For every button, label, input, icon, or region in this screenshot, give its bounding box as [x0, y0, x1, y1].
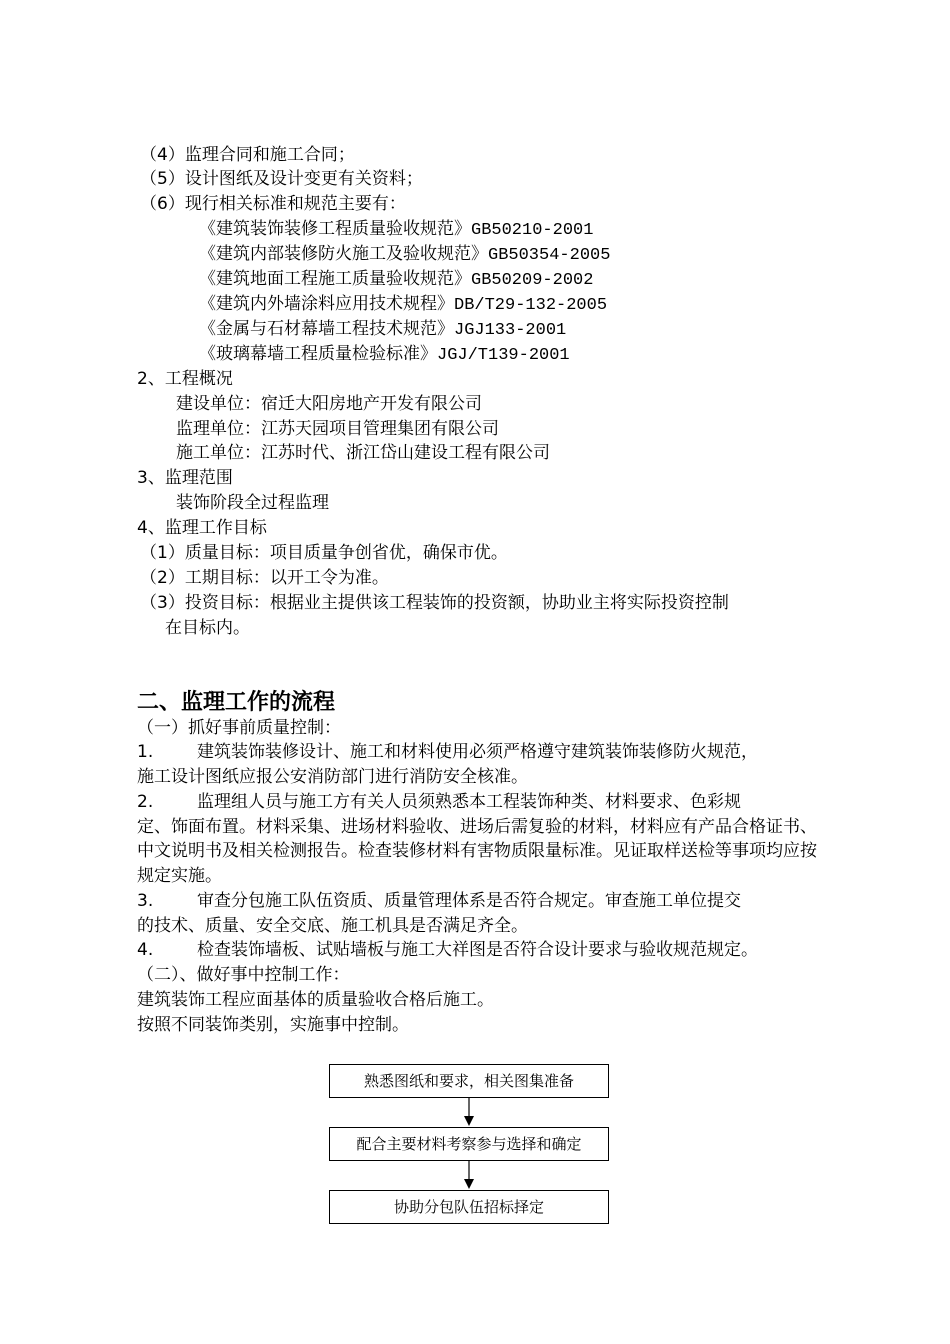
quality-goal: （1）质量目标：项目质量争创省优，确保市优。 — [140, 543, 508, 563]
scope-title: 3、监理范围 — [137, 468, 233, 488]
section-heading: 二、监理工作的流程 — [137, 690, 336, 715]
overview-title: 2、工程概况 — [137, 369, 233, 389]
point-text-cont: 施工设计图纸应报公安消防部门进行消防安全核准。 — [137, 766, 528, 787]
point-text: 建筑装饰装修设计、施工和材料使用必须严格遵守建筑装饰装修防火规范， — [197, 742, 758, 762]
design-drawing-item: （5）设计图纸及设计变更有关资料； — [140, 169, 423, 189]
point-text: 检查装饰墙板、试贴墙板与施工大祥图是否符合设计要求与验收规范规定。 — [197, 940, 758, 960]
point-number: 4. — [137, 940, 154, 960]
point-2 — [137, 790, 822, 888]
standard-name: 《金属与石材幕墙工程技术规范》 — [199, 319, 454, 339]
schedule-goal: （2）工期目标：以开工令为准。 — [140, 568, 389, 588]
investment-goal: （3）投资目标：根据业主提供该工程装饰的投资额，协助业主将实际投资控制 — [140, 593, 729, 613]
point-number: 1. — [137, 742, 154, 762]
flow-step-familiarize: 熟悉图纸和要求，相关图集准备 — [329, 1064, 609, 1098]
standard-row — [199, 317, 566, 341]
point-3 — [137, 889, 822, 938]
pre-control-title: （一）抓好事前质量控制： — [137, 718, 341, 738]
point-text: 审查分包施工队伍资质、质量管理体系是否符合规定。审查施工单位提交 — [197, 891, 741, 911]
investment-goal-cont: 在目标内。 — [165, 618, 250, 638]
standard-name: 《建筑内外墙涂料应用技术规程》 — [199, 294, 454, 314]
standard-code: DB/T29-132-2005 — [454, 296, 608, 315]
standard-row — [199, 217, 593, 241]
point-text-cont: 的技术、质量、安全交底、施工机具是否满足齐全。 — [137, 915, 528, 936]
point-number: 2. — [137, 792, 154, 812]
point-text: 监理组人员与施工方有关人员须熟悉本工程装饰种类、材料要求、色彩规 — [197, 792, 741, 812]
flow-arrow-icon — [463, 1098, 475, 1126]
standard-row — [199, 292, 607, 316]
construction-unit: 建设单位：宿迁大阳房地产开发有限公司 — [176, 394, 482, 414]
standard-code: GB50209-2002 — [471, 271, 594, 290]
goals-title: 4、监理工作目标 — [137, 518, 267, 538]
contract-item: （4）监理合同和施工合同； — [140, 145, 355, 165]
standard-row — [199, 267, 593, 291]
standard-name: 《建筑装饰装修工程质量验收规范》 — [199, 219, 471, 239]
standards-item: （6）现行相关标准和规范主要有： — [140, 194, 406, 214]
in-process-line: 建筑装饰工程应面基体的质量验收合格后施工。 — [137, 990, 494, 1010]
contractor-unit: 施工单位：江苏时代、浙江岱山建设工程有限公司 — [176, 443, 550, 463]
standard-row — [199, 342, 570, 366]
in-process-line: 按照不同装饰类别，实施事中控制。 — [137, 1015, 409, 1035]
in-process-title: （二）、做好事中控制工作： — [137, 965, 350, 985]
point-4 — [137, 938, 837, 963]
point-1 — [137, 740, 822, 789]
flow-step-tender: 协助分包队伍招标择定 — [329, 1190, 609, 1224]
standard-name: 《建筑地面工程施工质量验收规范》 — [199, 269, 471, 289]
standard-code: JGJ133-2001 — [454, 321, 567, 340]
standard-name: 《玻璃幕墙工程质量检验标准》 — [199, 344, 437, 364]
point-text-cont: 定、饰面布置。材料采集、进场材料验收、进场后需复验的材料，材料应有产品合格证书、中文说明书及相关检测报告。检查装修材料有害物质限量标准。见证取样送检等事项均应按规定实施。 — [137, 816, 817, 886]
point-number: 3. — [137, 891, 154, 911]
standard-code: JGJ/T139-2001 — [437, 346, 570, 365]
scope-text: 装饰阶段全过程监理 — [176, 493, 329, 513]
standard-code: GB50210-2001 — [471, 221, 594, 240]
standard-code: GB50354-2005 — [488, 246, 611, 265]
flow-step-materials: 配合主要材料考察参与选择和确定 — [329, 1127, 609, 1161]
flow-arrow-icon — [463, 1161, 475, 1189]
standard-name: 《建筑内部装修防火施工及验收规范》 — [199, 244, 488, 264]
supervision-unit: 监理单位：江苏天园项目管理集团有限公司 — [176, 419, 499, 439]
standard-row — [199, 242, 610, 266]
